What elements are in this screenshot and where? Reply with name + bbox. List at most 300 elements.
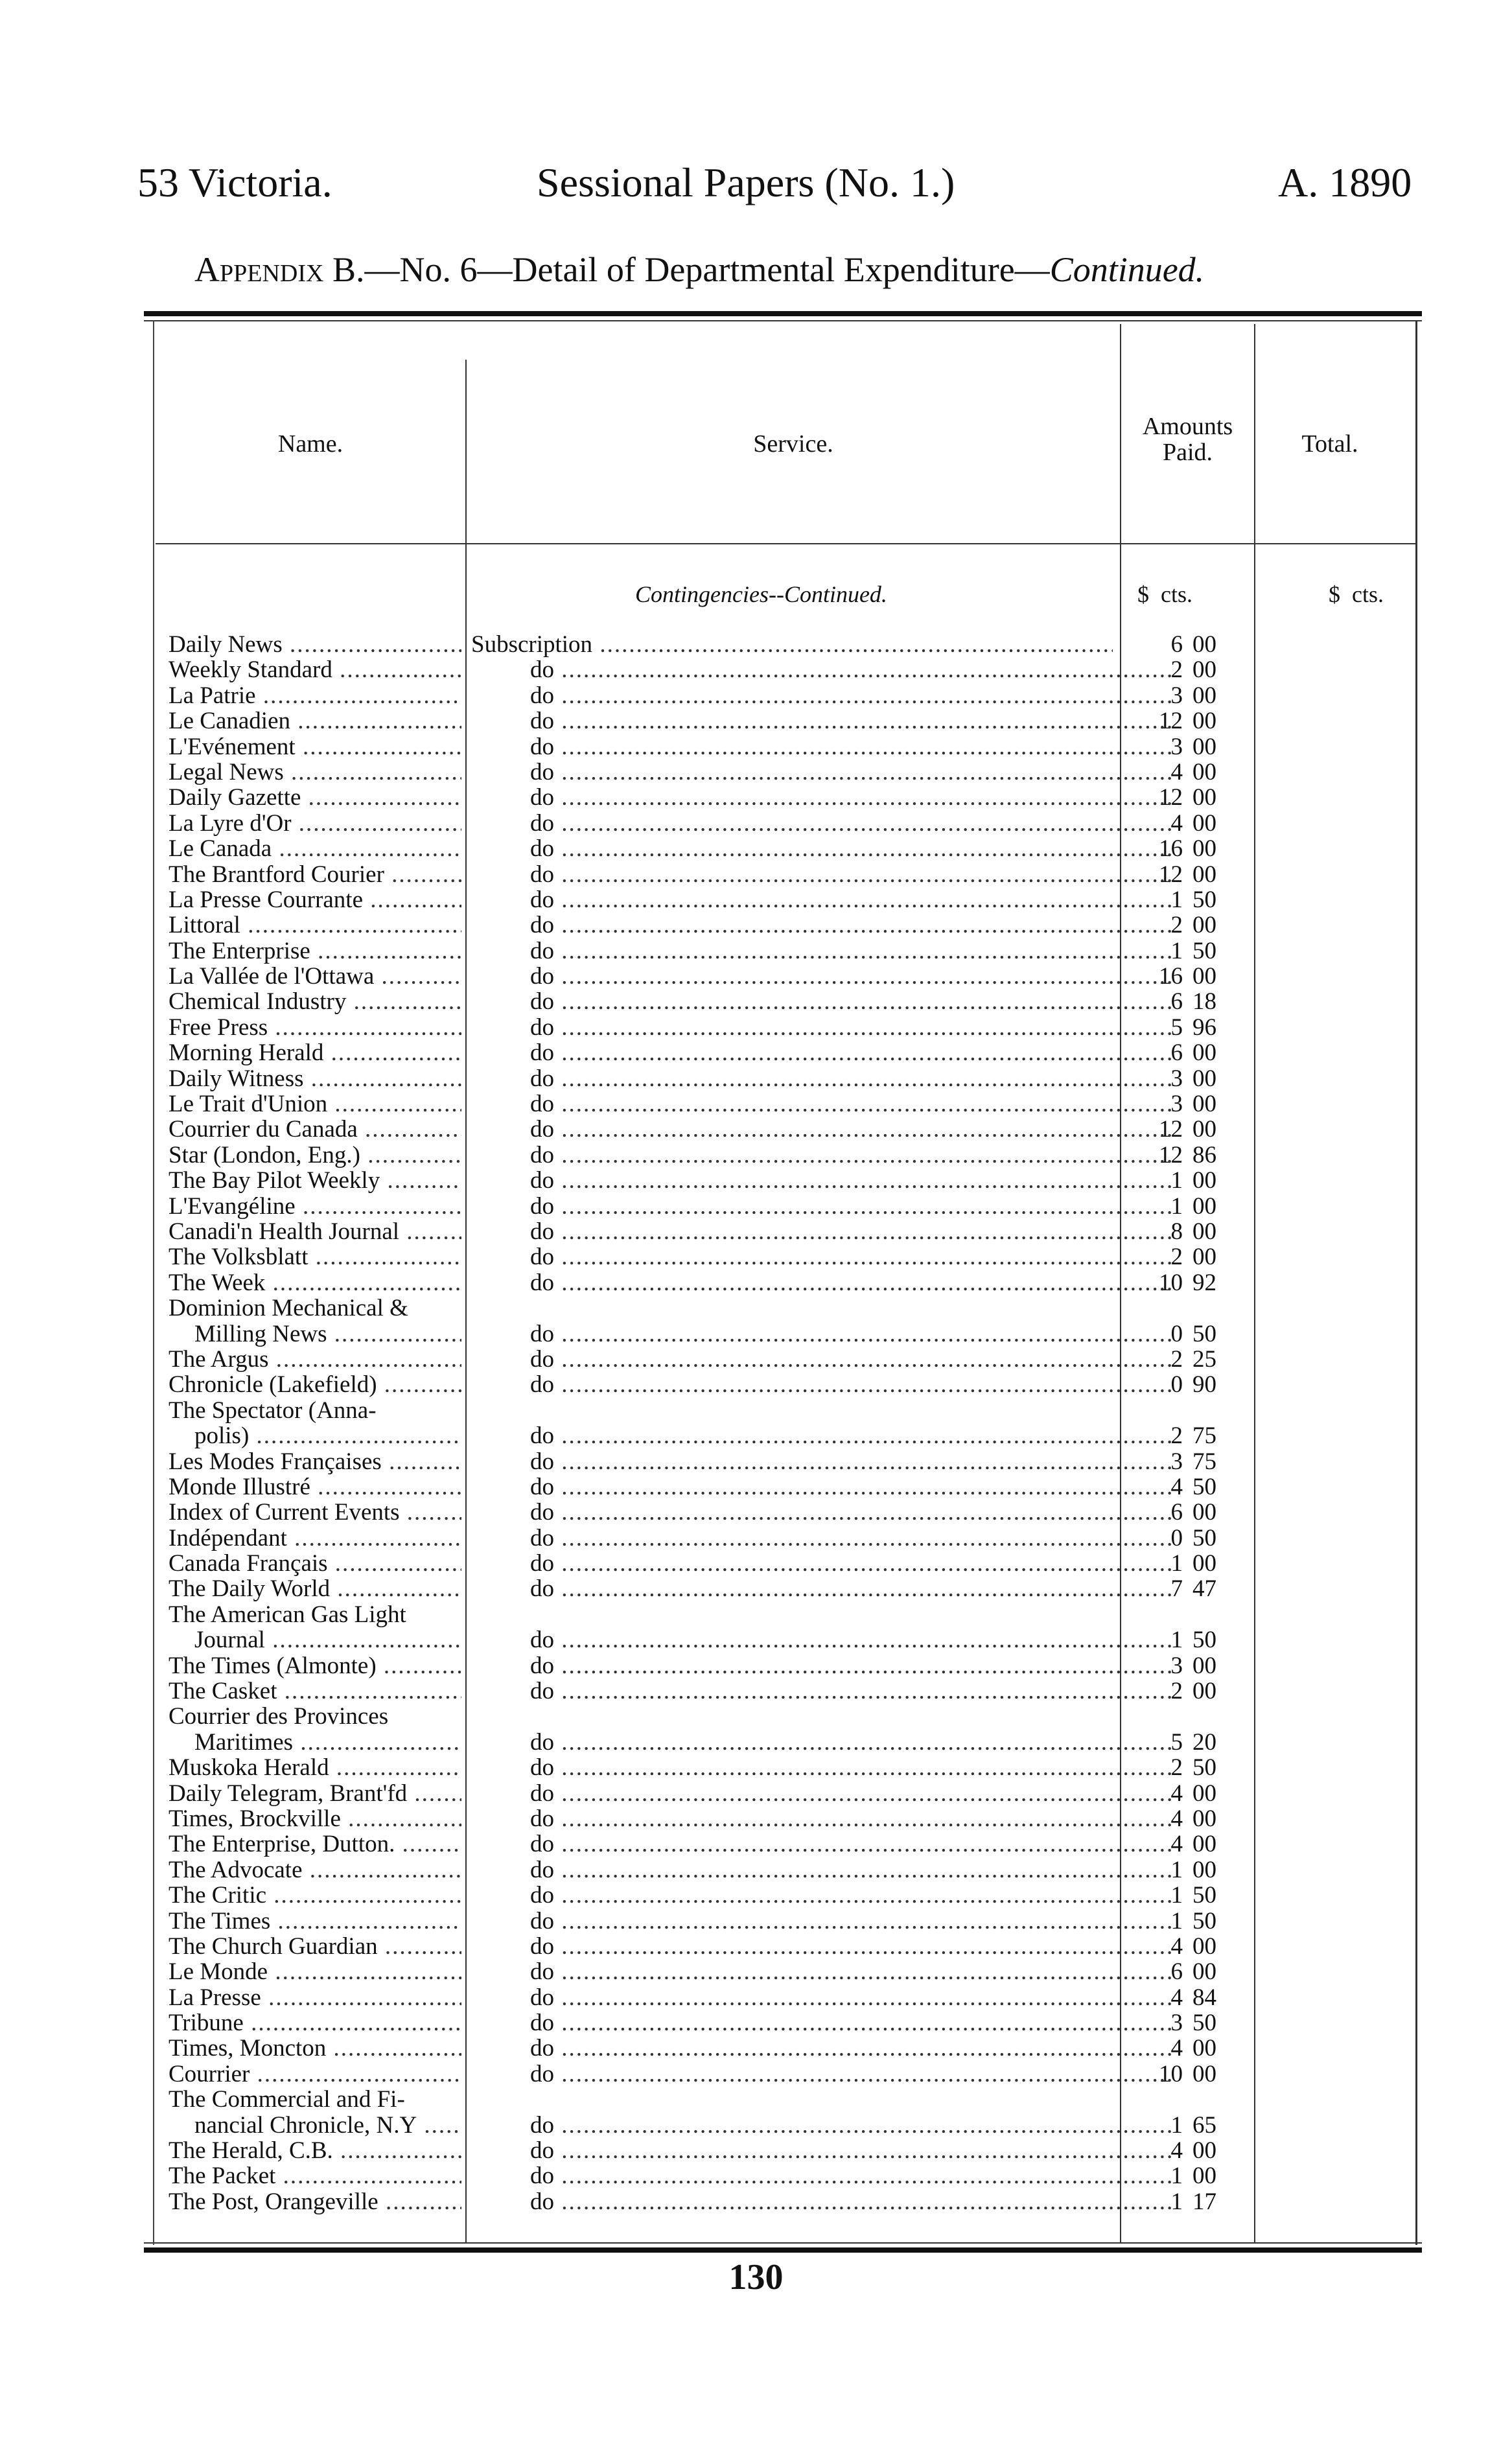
- amount-cents: 00: [1192, 1652, 1216, 1679]
- amount-dollars: 3: [1170, 1448, 1183, 1475]
- table-row: [0, 1423, 1512, 1448]
- service-type: do .....: [530, 1781, 1172, 1806]
- publication-name: The Post, Orangeville .....: [169, 2189, 461, 2214]
- publication-name: Tribune .....: [169, 2010, 461, 2036]
- amount-cents: 00: [1192, 733, 1216, 760]
- publication-name: The Spectator (Anna-: [169, 1397, 377, 1424]
- service-type: do .....: [530, 683, 1172, 708]
- service-type: do .....: [530, 1857, 1172, 1883]
- amount-dollars: 10: [1159, 1269, 1183, 1296]
- publication-name: The Volksblatt .....: [169, 1244, 461, 1270]
- publication-name: La Presse Courrante .....: [169, 887, 461, 912]
- amount-cents: 50: [1192, 1320, 1216, 1347]
- table-row: [0, 1704, 1512, 1729]
- column-header-service: Service.: [753, 430, 833, 458]
- amount-cents: 00: [1192, 758, 1216, 785]
- amount-dollars: 6: [1170, 988, 1183, 1016]
- table-row: [0, 1653, 1512, 1678]
- amount-cents: 50: [1192, 2010, 1216, 2037]
- service-type: do .....: [530, 1321, 1172, 1347]
- page-number: 130: [728, 2257, 784, 2297]
- service-type: do .....: [530, 1909, 1172, 1934]
- amount-cents: 00: [1192, 1933, 1216, 1960]
- publication-name: La Patrie .....: [169, 683, 461, 708]
- publication-name: The Church Guardian .....: [169, 1934, 461, 1959]
- table-row: [0, 683, 1512, 708]
- service-type: do .....: [530, 785, 1172, 810]
- publication-name: Daily Gazette .....: [169, 785, 461, 810]
- table-row: [0, 1500, 1512, 1525]
- service-type: do .....: [530, 1755, 1172, 1780]
- amount-dollars: 6: [1170, 1499, 1183, 1526]
- amount-cents: 00: [1192, 1218, 1216, 1245]
- amount-cents: 65: [1192, 2111, 1216, 2139]
- service-type: do .....: [530, 989, 1172, 1014]
- table-row: [0, 1143, 1512, 1168]
- service-type: do .....: [530, 2113, 1172, 2138]
- amount-dollars: 12: [1159, 1116, 1183, 1143]
- service-type: do .....: [530, 1985, 1172, 2010]
- service-type: do .....: [530, 1806, 1172, 1831]
- table-row: [0, 2087, 1512, 2112]
- publication-name: Chemical Industry .....: [169, 989, 461, 1014]
- amount-cents: 00: [1192, 809, 1216, 837]
- amount-cents: 50: [1192, 1754, 1216, 1782]
- amount-dollars: 4: [1170, 758, 1183, 785]
- amount-dollars: 2: [1170, 1345, 1183, 1373]
- service-type: do .....: [530, 1627, 1172, 1653]
- amount-dollars: 3: [1170, 733, 1183, 760]
- table-row: [0, 2010, 1512, 2036]
- header-center: Sessional Papers (No. 1.): [537, 159, 955, 205]
- publication-name: polis) .....: [194, 1423, 461, 1448]
- table-row: [0, 1526, 1512, 1551]
- amount-dollars: 3: [1170, 1065, 1183, 1092]
- title-prefix: Appendix: [194, 250, 324, 289]
- amount-dollars: 8: [1170, 1218, 1183, 1245]
- publication-name: The Casket .....: [169, 1678, 461, 1704]
- service-type: do .....: [530, 1015, 1172, 1040]
- amount-cents: 00: [1192, 1192, 1216, 1220]
- amount-dollars: 12: [1159, 1141, 1183, 1168]
- amount-cents: 00: [1192, 1831, 1216, 1858]
- service-type: do .....: [530, 1831, 1172, 1857]
- amount-dollars: 12: [1159, 708, 1183, 735]
- amount-cents: 00: [1192, 1499, 1216, 1526]
- publication-name: Courrier .....: [169, 2061, 461, 2087]
- amount-dollars: 3: [1170, 682, 1183, 709]
- amount-cents: 00: [1192, 2060, 1216, 2087]
- service-type: do .....: [530, 938, 1172, 964]
- amount-dollars: 1: [1170, 1907, 1183, 1934]
- table-row: [0, 1627, 1512, 1653]
- amount-cents: 20: [1192, 1728, 1216, 1756]
- table-row: [0, 1806, 1512, 1831]
- table-row: [0, 1857, 1512, 1883]
- service-type: do .....: [530, 1526, 1172, 1551]
- publication-name: Littoral .....: [169, 912, 461, 938]
- publication-name: Maritimes .....: [194, 1730, 461, 1755]
- publication-name: The Times .....: [169, 1909, 461, 1934]
- publication-name: The Daily World .....: [169, 1576, 461, 1601]
- amount-cents: 75: [1192, 1448, 1216, 1475]
- service-type: do .....: [530, 2189, 1172, 2214]
- table-row: [0, 964, 1512, 989]
- amount-cents: 00: [1192, 1091, 1216, 1118]
- header-left: 53 Victoria.: [137, 159, 332, 205]
- service-type: do .....: [530, 1959, 1172, 1984]
- service-type: do .....: [530, 2138, 1172, 2163]
- amount-dollars: 2: [1170, 1754, 1183, 1782]
- publication-name: Milling News .....: [194, 1321, 461, 1347]
- amount-cents: 47: [1192, 1575, 1216, 1603]
- amount-dollars: 4: [1170, 1780, 1183, 1807]
- publication-name: Monde Illustré .....: [169, 1474, 461, 1500]
- service-type: do .....: [530, 2061, 1172, 2087]
- amount-dollars: 4: [1170, 1984, 1183, 2011]
- amount-dollars: 1: [1170, 2111, 1183, 2139]
- publication-name: nancial Chronicle, N.Y .....: [194, 2113, 461, 2138]
- table-row: [0, 1678, 1512, 1704]
- table-row: [0, 1959, 1512, 1984]
- service-type: do .....: [530, 1066, 1172, 1091]
- amount-cents: 25: [1192, 1345, 1216, 1373]
- service-type: do .....: [530, 964, 1172, 989]
- service-type: do .....: [530, 734, 1172, 760]
- amount-cents: 00: [1192, 784, 1216, 811]
- column-header-amounts-line1: Amounts: [1142, 413, 1233, 440]
- service-type: Subscription .....: [471, 632, 1113, 657]
- table-row: [0, 1449, 1512, 1474]
- publication-name: Courrier du Canada .....: [169, 1117, 461, 1142]
- title-main: B.—No. 6—Detail of Departmental Expenditure—: [323, 250, 1050, 289]
- amount-dollars: 4: [1170, 1831, 1183, 1858]
- table-row: [0, 1883, 1512, 1908]
- service-type: do .....: [530, 2010, 1172, 2036]
- amount-cents: 50: [1192, 1882, 1216, 1909]
- publication-name: Star (London, Eng.) .....: [169, 1143, 461, 1168]
- publication-name: Le Canadien .....: [169, 708, 461, 734]
- amount-cents: 00: [1192, 1167, 1216, 1194]
- table-row: [0, 657, 1512, 682]
- publication-name: Canada Français .....: [169, 1551, 461, 1576]
- table-row: [0, 1295, 1512, 1321]
- publication-name: Dominion Mechanical &: [169, 1295, 408, 1321]
- service-type: do .....: [530, 912, 1172, 938]
- publication-name: Le Canada .....: [169, 836, 461, 861]
- amount-cents: 96: [1192, 1014, 1216, 1041]
- column-header-amounts-line2: Paid.: [1162, 439, 1213, 466]
- service-type: do .....: [530, 1678, 1172, 1704]
- amount-cents: 00: [1192, 682, 1216, 709]
- table-row: [0, 938, 1512, 964]
- publication-name: The Commercial and Fi-: [169, 2087, 405, 2113]
- service-type: do .....: [530, 708, 1172, 734]
- table-row: [0, 2113, 1512, 2138]
- amount-dollars: 3: [1170, 2010, 1183, 2037]
- service-type: do .....: [530, 1372, 1172, 1397]
- table-row: [0, 1040, 1512, 1065]
- table-row: [0, 1985, 1512, 2010]
- service-type: do .....: [530, 1270, 1172, 1295]
- service-type: do .....: [530, 760, 1172, 785]
- table-row: [0, 1244, 1512, 1270]
- table-row: [0, 811, 1512, 836]
- amount-cents: 00: [1192, 1244, 1216, 1271]
- amount-dollars: 1: [1170, 2188, 1183, 2215]
- publication-name: The Enterprise, Dutton. .....: [169, 1831, 461, 1857]
- table-row: [0, 734, 1512, 760]
- table-row: [0, 1474, 1512, 1500]
- publication-name: L'Evangéline .....: [169, 1194, 461, 1219]
- amount-dollars: 1: [1170, 1627, 1183, 1654]
- column-header-name: Name.: [277, 430, 343, 458]
- service-type: do .....: [530, 1143, 1172, 1168]
- service-type: do .....: [530, 657, 1172, 682]
- amount-cents: 00: [1192, 1780, 1216, 1807]
- header-rule: [156, 543, 1415, 544]
- amount-dollars: 7: [1170, 1575, 1183, 1603]
- running-header: [0, 159, 1512, 217]
- publication-name: Free Press .....: [169, 1015, 461, 1040]
- amount-cents: 00: [1192, 1065, 1216, 1092]
- amount-cents: 00: [1192, 963, 1216, 990]
- table-row: [0, 1934, 1512, 1959]
- table-row: [0, 1831, 1512, 1857]
- service-type: do .....: [530, 1219, 1172, 1244]
- total-units: $ cts.: [1329, 581, 1384, 607]
- amount-cents: 00: [1192, 656, 1216, 684]
- amount-cents: 50: [1192, 1907, 1216, 1934]
- amount-cents: 92: [1192, 1269, 1216, 1296]
- amount-cents: 50: [1192, 1473, 1216, 1500]
- publication-name: The Critic .....: [169, 1883, 461, 1908]
- column-header-total: Total.: [1301, 430, 1358, 458]
- amount-dollars: 1: [1170, 1856, 1183, 1883]
- amount-cents: 00: [1192, 2163, 1216, 2190]
- publication-name: Morning Herald .....: [169, 1040, 461, 1065]
- table-row: [0, 989, 1512, 1014]
- service-type: do .....: [530, 1934, 1172, 1959]
- table-row: [0, 1091, 1512, 1117]
- service-type: do .....: [530, 1576, 1172, 1601]
- publication-name: Weekly Standard .....: [169, 657, 461, 682]
- amount-dollars: 6: [1170, 1958, 1183, 1986]
- service-type: do .....: [530, 1347, 1172, 1372]
- publication-name: The Bay Pilot Weekly .....: [169, 1168, 461, 1193]
- service-type: do .....: [530, 811, 1172, 836]
- amount-cents: 00: [1192, 1678, 1216, 1705]
- table-row: [0, 1347, 1512, 1372]
- service-type: do .....: [530, 1653, 1172, 1678]
- amount-dollars: 2: [1170, 1244, 1183, 1271]
- publication-name: Times, Brockville .....: [169, 1806, 461, 1831]
- amount-cents: 50: [1192, 937, 1216, 964]
- table-row: [0, 1551, 1512, 1576]
- amount-dollars: 1: [1170, 1550, 1183, 1577]
- table-row: [0, 912, 1512, 938]
- publication-name: Index of Current Events .....: [169, 1500, 461, 1525]
- amount-dollars: 4: [1170, 809, 1183, 837]
- amount-cents: 75: [1192, 1422, 1216, 1450]
- table-row: [0, 1168, 1512, 1193]
- page-title: [194, 250, 1204, 290]
- amount-cents: 00: [1192, 708, 1216, 735]
- service-type: do .....: [530, 1168, 1172, 1193]
- table-row: [0, 1015, 1512, 1040]
- amount-dollars: 3: [1170, 1091, 1183, 1118]
- amount-dollars: 12: [1159, 784, 1183, 811]
- expenditure-rows: [0, 632, 1512, 2214]
- service-type: do .....: [530, 1474, 1172, 1500]
- amount-dollars: 1: [1170, 937, 1183, 964]
- amount-cents: 50: [1192, 886, 1216, 913]
- publication-name: Journal .....: [194, 1627, 461, 1653]
- publication-name: Le Monde .....: [169, 1959, 461, 1984]
- amount-dollars: 5: [1170, 1728, 1183, 1756]
- publication-name: Times, Moncton .....: [169, 2036, 461, 2061]
- publication-name: Canadi'n Health Journal .....: [169, 1219, 461, 1244]
- service-type: do .....: [530, 1500, 1172, 1525]
- publication-name: Daily Witness .....: [169, 1066, 461, 1091]
- publication-name: Daily Telegram, Brant'fd .....: [169, 1781, 461, 1806]
- service-type: do .....: [530, 1449, 1172, 1474]
- amount-cents: 50: [1192, 1627, 1216, 1654]
- amount-dollars: 2: [1170, 656, 1183, 684]
- section-title: Contingencies--Continued.: [635, 581, 887, 607]
- table-row: [0, 1909, 1512, 1934]
- amount-cents: 00: [1192, 1039, 1216, 1067]
- table-row: [0, 2036, 1512, 2061]
- amount-cents: 00: [1192, 1958, 1216, 1986]
- amount-cents: 00: [1192, 2035, 1216, 2062]
- amount-cents: 00: [1192, 1550, 1216, 1577]
- service-type: do .....: [530, 1117, 1172, 1142]
- amount-cents: 84: [1192, 1984, 1216, 2011]
- amount-dollars: 6: [1170, 1039, 1183, 1067]
- publication-name: L'Evénement .....: [169, 734, 461, 760]
- table-row: [0, 632, 1512, 657]
- amount-cents: 00: [1192, 861, 1216, 888]
- amount-cents: 90: [1192, 1371, 1216, 1399]
- amount-dollars: 4: [1170, 1805, 1183, 1832]
- amount-dollars: 1: [1170, 2163, 1183, 2190]
- table-row: [0, 1398, 1512, 1423]
- table-row: [0, 1194, 1512, 1219]
- header-right: A. 1890: [1278, 159, 1412, 205]
- service-type: do .....: [530, 1091, 1172, 1117]
- service-type: do .....: [530, 1244, 1172, 1270]
- table-row: [0, 2138, 1512, 2163]
- amount-dollars: 2: [1170, 1678, 1183, 1705]
- publication-name: La Presse .....: [169, 1985, 461, 2010]
- publication-name: Chronicle (Lakefield) .....: [169, 1372, 461, 1397]
- table-row: [0, 1321, 1512, 1347]
- title-continued: Continued.: [1049, 250, 1205, 289]
- amount-cents: 00: [1192, 1116, 1216, 1143]
- amount-dollars: 4: [1170, 2137, 1183, 2165]
- service-type: do .....: [530, 1194, 1172, 1219]
- publication-name: La Lyre d'Or .....: [169, 811, 461, 836]
- service-type: do .....: [530, 862, 1172, 887]
- amount-cents: 00: [1192, 631, 1216, 658]
- table-row: [0, 1372, 1512, 1397]
- publication-name: The Week .....: [169, 1270, 461, 1295]
- amount-dollars: 2: [1170, 1422, 1183, 1450]
- amount-cents: 50: [1192, 1524, 1216, 1551]
- publication-name: The Packet .....: [169, 2163, 461, 2188]
- amount-cents: 00: [1192, 1856, 1216, 1883]
- service-type: do .....: [530, 1423, 1172, 1448]
- service-type: do .....: [530, 2036, 1172, 2061]
- publication-name: The Advocate .....: [169, 1857, 461, 1883]
- amount-cents: 00: [1192, 2137, 1216, 2165]
- amount-dollars: 3: [1170, 1652, 1183, 1679]
- amount-dollars: 5: [1170, 1014, 1183, 1041]
- amount-cents: 18: [1192, 988, 1216, 1016]
- amount-dollars: 0: [1170, 1320, 1183, 1347]
- amount-dollars: 16: [1159, 963, 1183, 990]
- service-type: do .....: [530, 1730, 1172, 1755]
- amount-cents: 00: [1192, 912, 1216, 939]
- table-row: [0, 1602, 1512, 1627]
- table-row: [0, 760, 1512, 785]
- publication-name: Muskoka Herald .....: [169, 1755, 461, 1780]
- amount-dollars: 6: [1170, 631, 1183, 658]
- table-row: [0, 1781, 1512, 1806]
- amount-dollars: 16: [1159, 835, 1183, 863]
- publication-name: Daily News .....: [169, 632, 461, 657]
- amount-cents: 17: [1192, 2188, 1216, 2215]
- table-row: [0, 708, 1512, 734]
- table-row: [0, 1066, 1512, 1091]
- table-row: [0, 1117, 1512, 1142]
- service-type: do .....: [530, 1551, 1172, 1576]
- amount-dollars: 10: [1159, 2060, 1183, 2087]
- publication-name: Le Trait d'Union .....: [169, 1091, 461, 1117]
- amount-dollars: 2: [1170, 912, 1183, 939]
- publication-name: Courrier des Provinces: [169, 1704, 389, 1730]
- amount-dollars: 4: [1170, 1933, 1183, 1960]
- publication-name: The Brantford Courier .....: [169, 862, 461, 887]
- amount-units: $ cts.: [1137, 581, 1192, 607]
- table-row: [0, 887, 1512, 912]
- table-row: [0, 2189, 1512, 2214]
- table-row: [0, 862, 1512, 887]
- publication-name: Legal News .....: [169, 760, 461, 785]
- publication-name: The Argus .....: [169, 1347, 461, 1372]
- service-type: do .....: [530, 2163, 1172, 2188]
- table-row: [0, 785, 1512, 810]
- publication-name: The Herald, C.B. .....: [169, 2138, 461, 2163]
- amount-dollars: 1: [1170, 1882, 1183, 1909]
- publication-name: La Vallée de l'Ottawa .....: [169, 964, 461, 989]
- publication-name: Indépendant .....: [169, 1526, 461, 1551]
- table-row: [0, 836, 1512, 861]
- amount-cents: 86: [1192, 1141, 1216, 1168]
- service-type: do .....: [530, 887, 1172, 912]
- table-row: [0, 1755, 1512, 1780]
- publication-name: Les Modes Françaises .....: [169, 1449, 461, 1474]
- column-header-amounts: [1121, 413, 1254, 465]
- amount-dollars: 1: [1170, 1192, 1183, 1220]
- amount-dollars: 1: [1170, 1167, 1183, 1194]
- service-type: do .....: [530, 836, 1172, 861]
- amount-dollars: 4: [1170, 1473, 1183, 1500]
- publication-name: The Times (Almonte) .....: [169, 1653, 461, 1678]
- publication-name: The American Gas Light: [169, 1601, 406, 1628]
- table-row: [0, 1270, 1512, 1295]
